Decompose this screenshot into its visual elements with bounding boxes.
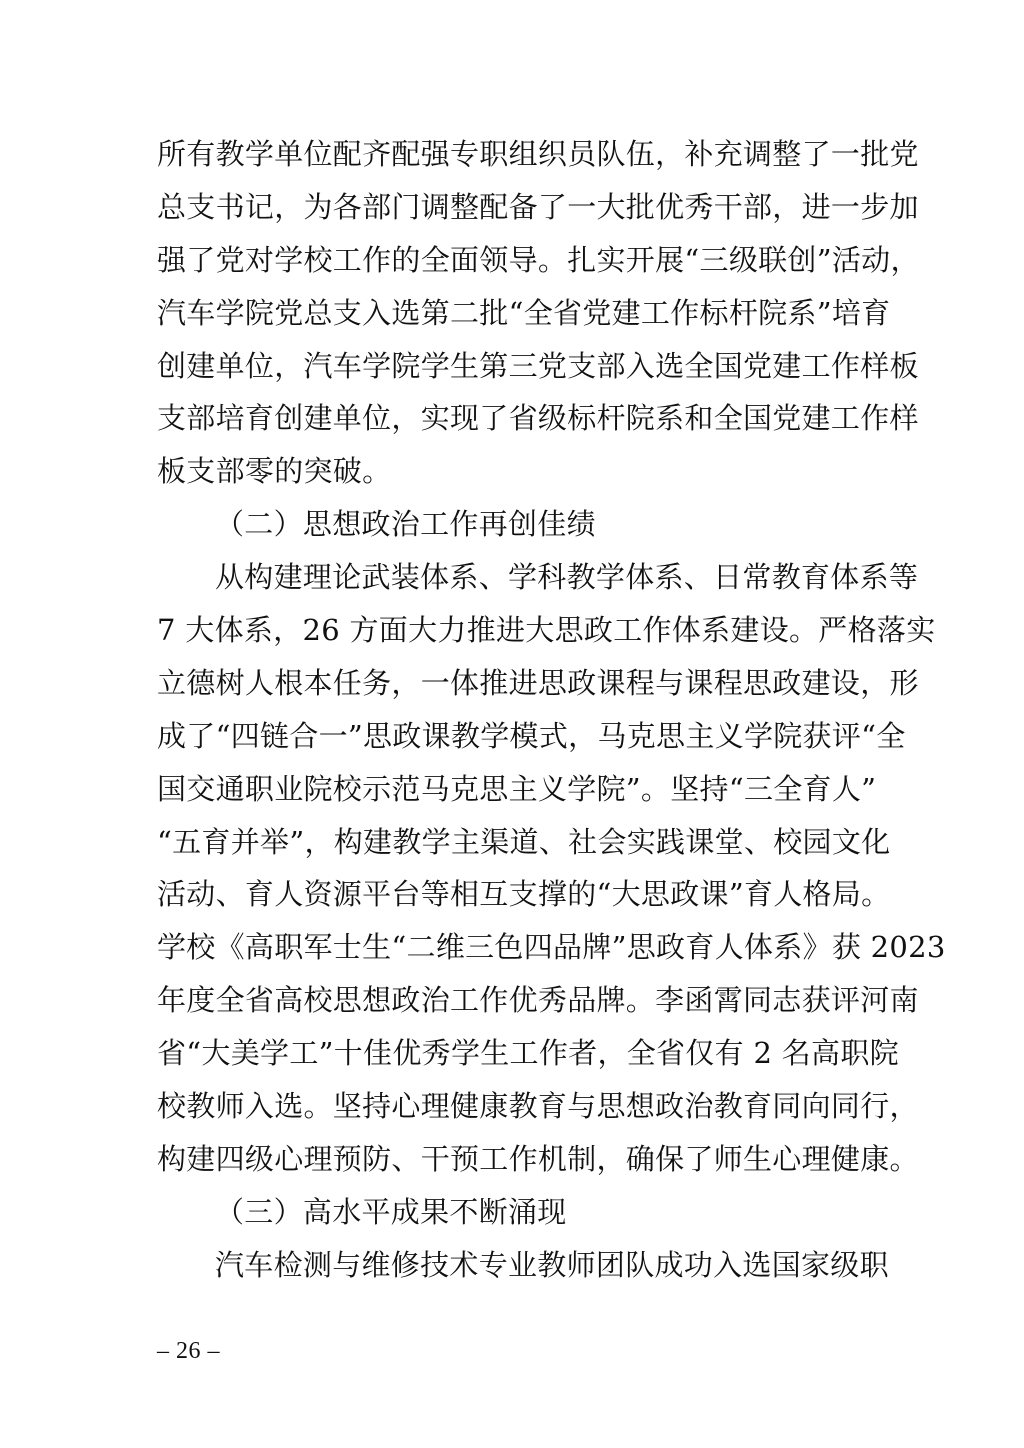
text-line: 7 大体系，26 方面大力推进大思政工作体系建设。严格落实 bbox=[157, 613, 936, 648]
paragraph-achievements bbox=[157, 1239, 889, 1292]
text-line: 国交通职业院校示范马克思主义学院”。坚持“三全育人” bbox=[157, 771, 877, 806]
text-line: 活动、育人资源平台等相互支撑的“大思政课”育人格局。 bbox=[157, 877, 891, 912]
paragraph-party-building bbox=[157, 128, 920, 498]
text-line: 立德树人根本任务，一体推进思政课程与课程思政建设，形 bbox=[157, 665, 919, 700]
paragraph-ideological-work bbox=[157, 551, 946, 1186]
text-line: 板支部零的突破。 bbox=[157, 454, 392, 489]
text-line: 所有教学单位配齐配强专职组织员队伍，补充调整了一批党 bbox=[157, 137, 919, 171]
text-line: 校教师入选。坚持心理健康教育与思想政治教育同向同行， bbox=[157, 1089, 919, 1124]
text-line: 总支书记，为各部门调整配备了一大批优秀干部，进一步加 bbox=[157, 189, 919, 224]
text-line: 汽车学院党总支入选第二批“全省党建工作标杆院系”培育 bbox=[157, 295, 891, 330]
text-line: 强了党对学校工作的全面领导。扎实开展“三级联创”活动， bbox=[157, 242, 920, 277]
text-line: 年度全省高校思想政治工作优秀品牌。李函霄同志获评河南 bbox=[157, 983, 919, 1018]
text-line: 成了“四链合一”思政课教学模式，马克思主义学院获评“全 bbox=[157, 718, 906, 753]
text-line: 学校《高职军士生“二维三色四品牌”思政育人体系》获 2023 bbox=[157, 930, 946, 965]
text-line: 省“大美学工”十佳优秀学生工作者，全省仅有 2 名高职院 bbox=[157, 1036, 899, 1071]
text-line: “五育并举”，构建教学主渠道、社会实践课堂、校园文化 bbox=[157, 824, 891, 859]
text-line: 构建四级心理预防、干预工作机制，确保了师生心理健康。 bbox=[157, 1141, 919, 1176]
page-body bbox=[157, 128, 946, 1292]
text-line: 汽车检测与维修技术专业教师团队成功入选国家级职 bbox=[215, 1247, 889, 1282]
text-line: 创建单位，汽车学院学生第三党支部入选全国党建工作样板 bbox=[157, 348, 919, 383]
page-number: – 26 – bbox=[157, 1338, 220, 1364]
section-heading-ideological-work: （二）思想政治工作再创佳绩 bbox=[215, 507, 596, 542]
text-line: 从构建理论武装体系、学科教学体系、日常教育体系等 bbox=[215, 560, 919, 595]
section-heading-achievements: （三）高水平成果不断涌现 bbox=[215, 1194, 567, 1229]
text-line: 支部培育创建单位，实现了省级标杆院系和全国党建工作样 bbox=[157, 401, 919, 436]
